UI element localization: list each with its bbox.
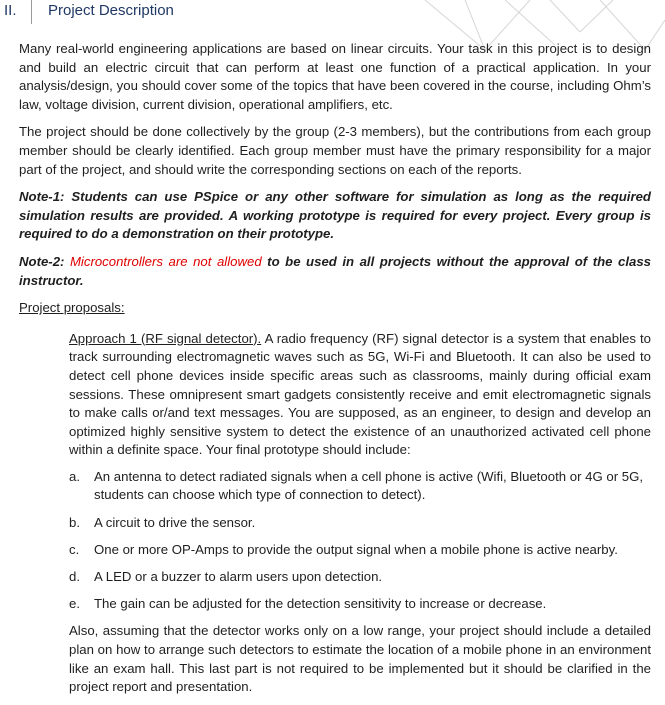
list-item: [69, 514, 651, 533]
intro-paragraph: Many real-world engineering applications are based on linear circuits. Your task in this project is to design and build an electric circuit that can perform at least one function of a practical application. In your analysis/design, you should cover some of the topics that have been covered in the course, including Ohm’s law, voltage division, current division, operational amplifiers, etc.: [19, 41, 651, 112]
list-marker: c.: [69, 541, 80, 557]
list-item-text: An antenna to detect radiated signals when a cell phone is active (Wifi, Bluetooth or 4G or 5G, students can choose which type of connection to detect).: [94, 468, 644, 503]
list-item-text: One or more OP-Amps to provide the output signal when a mobile phone is active nearby.: [94, 541, 618, 557]
requirements-list: [69, 468, 651, 614]
note-2-highlight: Microcontrollers are not allowed: [69, 253, 262, 269]
section-title: Project Description: [48, 2, 174, 19]
approach-1-block: [69, 330, 651, 697]
note-2-prefix: Note-2:: [19, 253, 70, 269]
list-item-text: A LED or a buzzer to alarm users upon detection.: [94, 569, 383, 585]
list-marker: e.: [69, 596, 80, 612]
note-2: [19, 253, 651, 290]
proposals-heading: Project proposals:: [19, 300, 125, 316]
section-heading: [0, 0, 665, 24]
approach-1-paragraph: [69, 330, 651, 460]
heading-divider: [31, 0, 32, 24]
approach-1-title: Approach 1 (RF signal detector).: [69, 330, 262, 346]
list-marker: b.: [69, 514, 80, 530]
section-number: II.: [4, 2, 17, 19]
list-item-text: A circuit to drive the sensor.: [94, 514, 256, 530]
document-body: [19, 40, 651, 705]
group-paragraph: The project should be done collectively by the group (2-3 members), but the contributions from each group member should be clearly identified. Each group member must have the primary responsibility for a major part of the project, and should write the corresponding sections on each of the reports.: [19, 124, 651, 177]
list-marker: a.: [69, 468, 80, 484]
list-item-text: The gain can be adjusted for the detection sensitivity to increase or decrease.: [94, 596, 547, 612]
list-item: [69, 468, 651, 505]
note-1: Note-1: Students can use PSpice or any other software for simulation as long as the required simulation results are provided. A working prototype is required for every project. Every group is required to do a demonstration on their prototype.: [19, 189, 651, 242]
list-marker: d.: [69, 569, 80, 585]
list-item: [69, 541, 651, 560]
closing-paragraph: Also, assuming that the detector works only on a low range, your project should include a detailed plan on how to arrange such detectors to estimate the location of a mobile phone in an environment like an exam hall. This last part is not required to be implemented but it should be clarified in the project report and presentation.: [69, 623, 651, 695]
list-item: [69, 595, 651, 614]
list-item: [69, 568, 651, 587]
approach-1-body: A radio frequency (RF) signal detector is a system that enables to track surrounding electromagnetic waves such as 5G, Wi-Fi and Bluetooth. It can also be used to detect cell phone devices inside specific areas such as classrooms, mainly during official exam sessions. These omnipresent smart gadgets consistently receive and emit electromagnetic signals to make calls or/and text messages. You are supposed, as an engineer, to design and develop an optimized highly sensitive system to detect the existence of an unauthorized activated cell phone within a definite space. Your final prototype should include:: [69, 330, 652, 458]
note-2-suffix: to be used in all projects without the approval of the class instructor.: [19, 253, 651, 288]
